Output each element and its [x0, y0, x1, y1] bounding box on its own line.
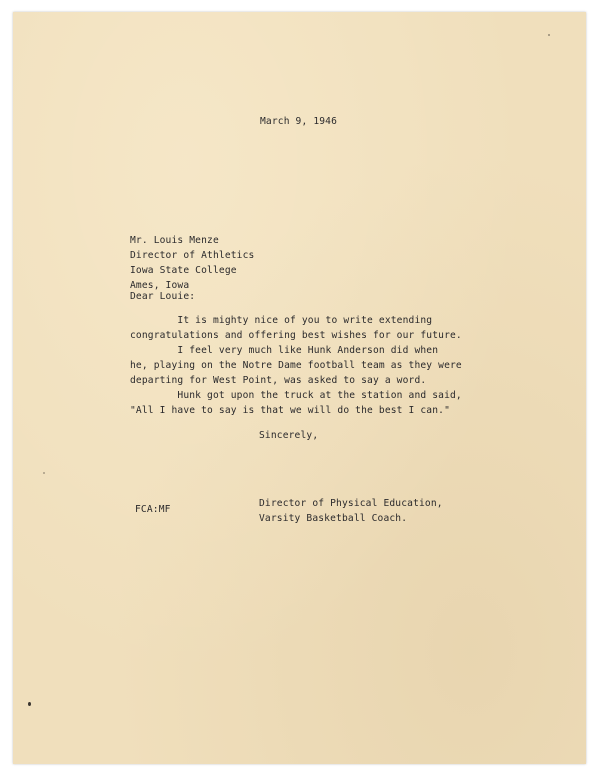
- paper-speck: [28, 702, 31, 706]
- closing: Sincerely,: [259, 430, 319, 441]
- paragraph-line: I feel very much like Hunk Anderson did when: [130, 345, 439, 356]
- signature-line: Director of Physical Education,: [259, 498, 443, 509]
- paragraph-line: Hunk got upon the truck at the station and said,: [130, 390, 462, 401]
- signature-line: Varsity Basketball Coach.: [259, 513, 408, 524]
- paragraph-line: congratulations and offering best wishes for our future.: [130, 330, 462, 341]
- recipient-name: Mr. Louis Menze: [130, 235, 219, 246]
- letter-page: [13, 12, 586, 764]
- letter-date: March 9, 1946: [260, 116, 338, 127]
- paragraph-line: departing for West Point, was asked to say a word.: [130, 375, 427, 386]
- recipient-address: [130, 233, 254, 293]
- paper-speck: [43, 472, 45, 474]
- salutation: Dear Louie:: [130, 291, 196, 302]
- signature-block: [259, 496, 443, 526]
- recipient-organization: Iowa State College: [130, 265, 237, 276]
- typist-initials: FCA:MF: [135, 504, 171, 515]
- paper-speck: [548, 34, 550, 36]
- paragraph-1: [130, 313, 462, 343]
- paragraph-line: "All I have to say is that we will do the best I can.": [130, 405, 450, 416]
- paragraph-line: It is mighty nice of you to write extending: [130, 315, 433, 326]
- recipient-city: Ames, Iowa: [130, 280, 190, 291]
- recipient-title: Director of Athletics: [130, 250, 255, 261]
- paragraph-2: [130, 343, 462, 388]
- paragraph-3: [130, 388, 462, 418]
- paragraph-line: he, playing on the Notre Dame football team as they were: [130, 360, 462, 371]
